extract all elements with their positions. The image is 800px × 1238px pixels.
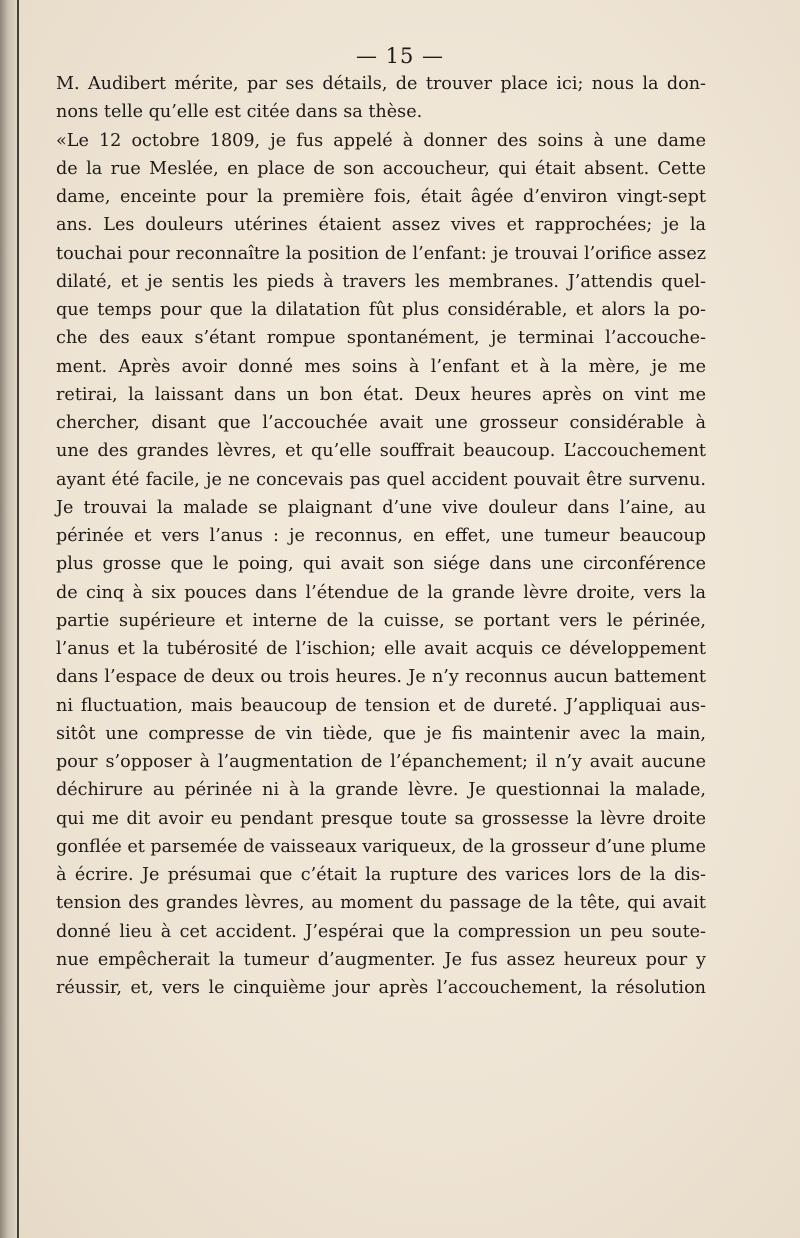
text-line: M. Audibert mérite, par ses détails, de trouver place ici; nous la don- — [56, 74, 706, 94]
body-text — [56, 70, 706, 1002]
text-line: dame, enceinte pour la première fois, était âgée d’environ vingt-sept — [56, 187, 706, 207]
text-line: tension des grandes lèvres, au moment du passage de la tête, qui avait — [56, 893, 706, 914]
text-line: gonflée et parsemée de vaisseaux variqueux, de la grosseur d’une plume — [56, 836, 707, 857]
text-line: chercher, disant que l’accouchée avait une grosseur considérable à — [56, 413, 706, 433]
text-line: partie supérieure et interne de la cuisse, se portant vers le périnée, — [56, 610, 706, 631]
text-line: à écrire. Je présumai que c’était la rupture des varices lors de la dis- — [56, 865, 706, 885]
text-line: de la rue Meslée, en place de son accoucheur, qui était absent. Cette — [56, 158, 706, 179]
text-line: ans. Les douleurs utérines étaient assez vives et rapprochées; je la — [56, 215, 706, 236]
page-number: — 15 — — [355, 44, 445, 68]
text-line: périnée et vers l’anus : je reconnus, en effet, une tumeur beaucoup — [56, 526, 706, 546]
text-line: sitôt une compresse de vin tiède, que je fis maintenir avec la main, — [56, 723, 706, 744]
text-line: pour s’opposer à l’augmentation de l’épanchement; il n’y avait aucune — [56, 752, 706, 772]
text-line: touchai pour reconnaître la position de l’enfant: je trouvai l’orifice assez — [56, 243, 706, 264]
text-line: que temps pour que la dilatation fût plus considérable, et alors la po- — [56, 300, 706, 320]
text-line: che des eaux s’étant rompue spontanément, je terminai l’accouche- — [56, 328, 706, 349]
text-line: ment. Après avoir donné mes soins à l’enfant et à la mère, je me — [56, 356, 706, 377]
text-line: de cinq à six pouces dans l’étendue de la grande lèvre droite, vers la — [56, 582, 706, 603]
text-line: déchirure au périnée ni à la grande lèvre. Je questionnai la malade, — [56, 780, 706, 801]
text-line: donné lieu à cet accident. J’espérai que la compression un peu soute- — [56, 921, 706, 942]
text-line: nue empêcherait la tumeur d’augmenter. Je fus assez heureux pour y — [56, 949, 706, 970]
text-line: Je trouvai la malade se plaignant d’une vive douleur dans l’aine, au — [56, 497, 706, 518]
binding-rule — [17, 0, 19, 1238]
text-line: nons telle qu’elle est citée dans sa thèse. — [56, 102, 423, 123]
text-line: retirai, la laissant dans un bon état. Deux heures après on vint me — [56, 384, 706, 405]
text-line: qui me dit avoir eu pendant presque toute sa grossesse la lèvre droite — [56, 808, 706, 829]
text-line: plus grosse que le poing, qui avait son siége dans une circonférence — [56, 554, 706, 575]
text-line: réussir, et, vers le cinquième jour après l’accouchement, la résolution — [56, 978, 706, 998]
text-line: ni fluctuation, mais beaucoup de tension et de dureté. J’appliquai aus- — [56, 695, 706, 716]
text-line: ayant été facile, je ne concevais pas quel accident pouvait être survenu. — [56, 469, 706, 490]
text-line: dans l’espace de deux ou trois heures. Je n’y reconnus aucun battement — [56, 667, 706, 688]
text-line: dilaté, et je sentis les pieds à travers les membranes. J’attendis quel- — [56, 271, 706, 292]
text-line: «Le 12 octobre 1809, je fus appelé à donner des soins à une dame — [56, 130, 706, 151]
text-line: l’anus et la tubérosité de l’ischion; elle avait acquis ce développement — [56, 639, 706, 659]
text-line: une des grandes lèvres, et qu’elle souffrait beaucoup. L’accouchement — [56, 441, 706, 462]
